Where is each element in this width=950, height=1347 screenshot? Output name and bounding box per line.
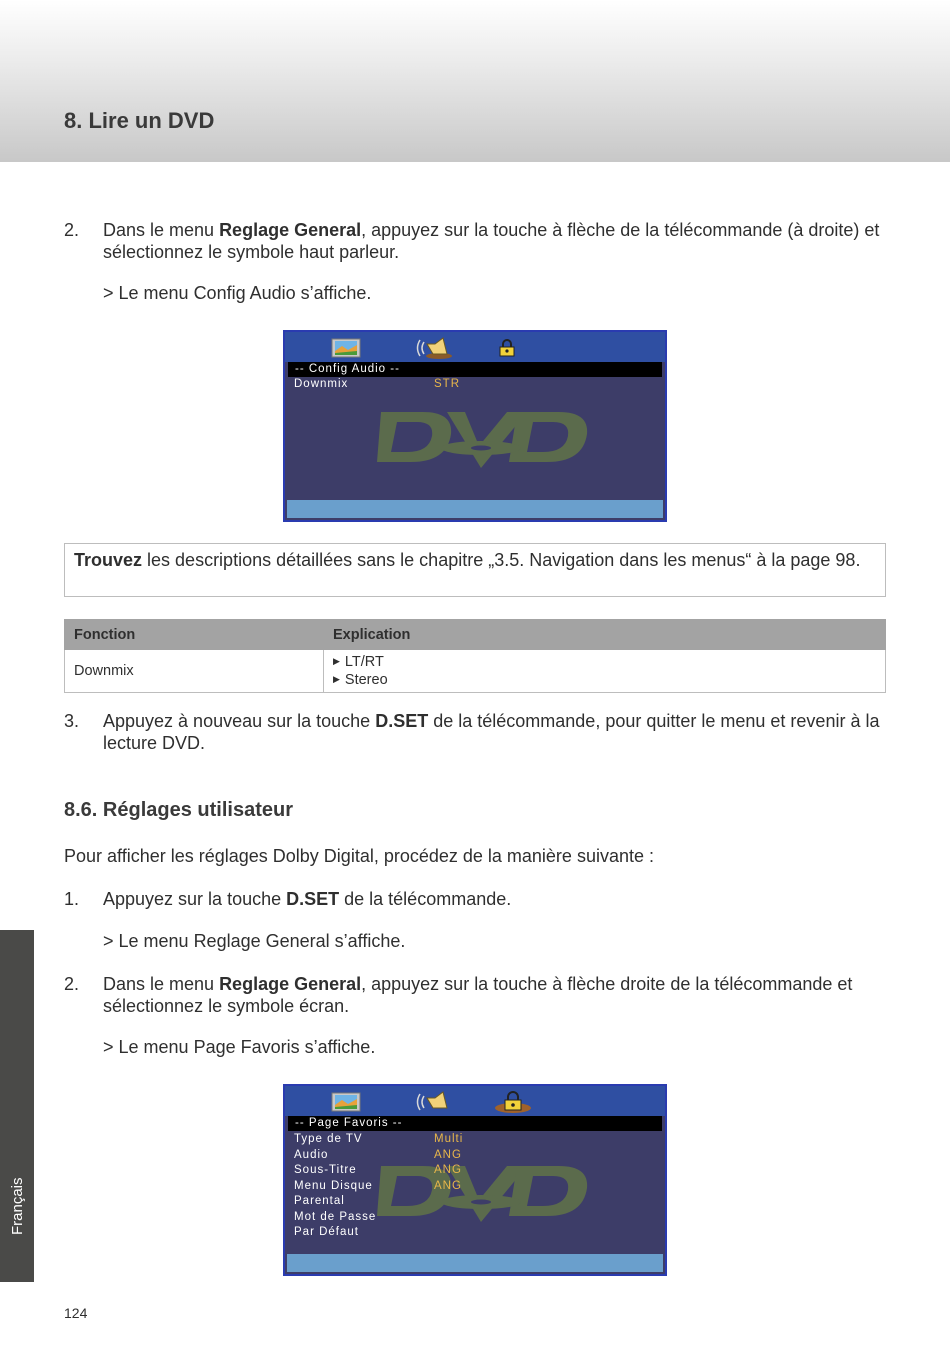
step-text xyxy=(103,710,893,754)
step-text xyxy=(103,973,893,1017)
language-tab-label: Français xyxy=(9,1177,26,1235)
step-number: 1. xyxy=(64,889,80,909)
screen-topbar xyxy=(285,332,665,362)
lock-icon xyxy=(493,1090,533,1114)
note-box xyxy=(64,543,886,597)
table-cell-function: Downmix xyxy=(65,650,324,693)
language-tab xyxy=(0,930,34,1282)
picture-icon xyxy=(331,1092,361,1112)
step-text-pre: Dans le menu xyxy=(103,220,220,240)
menu-row-value: ANG xyxy=(434,1179,462,1192)
step-text-pre: Dans le menu xyxy=(103,974,220,994)
menu-row-label[interactable]: Downmix xyxy=(294,378,349,390)
menu-title: -- Config Audio -- xyxy=(288,362,662,377)
option-item xyxy=(333,653,876,671)
option-label: Stereo xyxy=(344,672,388,688)
lock-icon xyxy=(497,338,517,358)
menu-row-label[interactable]: Sous-Titre xyxy=(294,1164,357,1176)
screen-bottombar xyxy=(287,1254,663,1272)
menu-row-value: STR xyxy=(434,378,460,390)
dvd-logo xyxy=(377,408,589,468)
config-audio-screen xyxy=(283,330,667,522)
step-text-post: , appuyez sur la touche à flèche droite de la télécommande et sélectionnez le symbole écran. xyxy=(103,974,853,1016)
step-text-bold: Reglage General xyxy=(219,220,362,240)
menu-row-value: Multi xyxy=(434,1133,464,1145)
speaker-icon xyxy=(415,1090,453,1114)
function-table xyxy=(64,619,886,693)
section-intro: Pour afficher les réglages Dolby Digital, procédez de la manière suivante : xyxy=(64,846,654,866)
screen-topbar xyxy=(285,1086,665,1116)
menu-row-label[interactable]: Par Défaut xyxy=(294,1226,359,1238)
step-result: > Le menu Page Favoris s’affiche. xyxy=(103,1037,376,1057)
menu-row-value: ANG xyxy=(434,1148,462,1161)
header-band xyxy=(0,0,950,162)
menu-row-label[interactable]: Type de TV xyxy=(294,1133,363,1145)
table-header-function: Fonction xyxy=(65,620,324,650)
menu-row-value: ANG xyxy=(434,1164,462,1176)
option-item xyxy=(333,671,876,689)
table-row xyxy=(65,650,886,693)
table-header-row xyxy=(65,620,886,650)
step-text-post: de la télécommande, pour quitter le menu et revenir à la lecture DVD. xyxy=(103,711,880,753)
step-text-bold: D.SET xyxy=(375,711,429,731)
menu-title: -- Page Favoris -- xyxy=(288,1116,662,1131)
step-result: > Le menu Reglage General s’affiche. xyxy=(103,931,406,951)
section-heading: 8.6. Réglages utilisateur xyxy=(64,799,293,821)
picture-icon xyxy=(331,338,361,358)
dvd-logo xyxy=(377,1162,589,1222)
step-text xyxy=(103,888,893,910)
step-number: 2. xyxy=(64,974,80,994)
note-bold: Trouvez xyxy=(74,550,143,570)
menu-row-label[interactable]: Menu Disque xyxy=(294,1179,373,1192)
step-number: 3. xyxy=(64,711,80,731)
step-number: 2. xyxy=(64,220,80,240)
step-text-bold: Reglage General xyxy=(219,974,362,994)
step-text-pre: Appuyez sur la touche xyxy=(103,889,287,909)
step-text-post: de la télécommande. xyxy=(339,889,512,909)
step-text xyxy=(103,219,893,263)
step-text-bold: D.SET xyxy=(286,889,340,909)
menu-row-label[interactable]: Parental xyxy=(294,1195,345,1207)
menu-row-label[interactable]: Audio xyxy=(294,1148,329,1161)
page-number: 124 xyxy=(64,1305,88,1321)
menu-row-label[interactable]: Mot de Passe xyxy=(294,1210,377,1223)
step-result: > Le menu Config Audio s’affiche. xyxy=(103,283,372,303)
page-favoris-screen xyxy=(283,1084,667,1276)
screen-bottombar xyxy=(287,500,663,518)
table-header-explanation: Explication xyxy=(324,620,886,650)
triangle-icon: ▶ xyxy=(333,656,340,666)
table-cell-options xyxy=(324,650,886,693)
step-text-pre: Appuyez à nouveau sur la touche xyxy=(103,711,376,731)
triangle-icon: ▶ xyxy=(333,674,340,684)
speaker-icon xyxy=(415,336,453,360)
page-title: 8. Lire un DVD xyxy=(64,108,215,133)
note-text: les descriptions détaillées sans le chapitre „3.5. Navigation dans les menus“ à la page 98. xyxy=(142,550,861,570)
step-text-post: , appuyez sur la touche à flèche de la télécommande (à droite) et sélectionnez le symbole haut parleur. xyxy=(103,220,880,262)
option-label: LT/RT xyxy=(344,654,384,670)
